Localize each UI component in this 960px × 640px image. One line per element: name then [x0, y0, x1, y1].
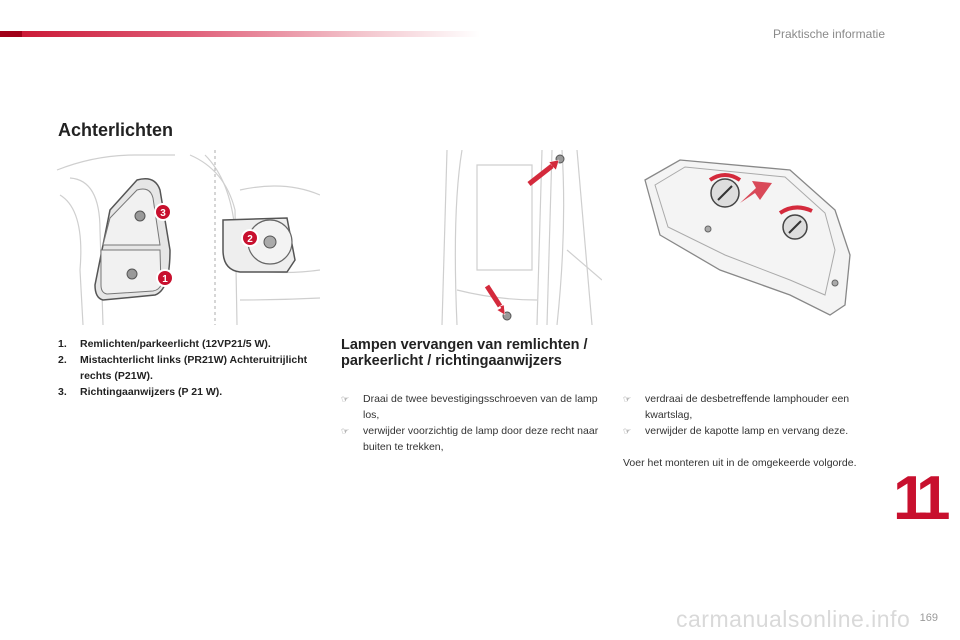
- page-number: 169: [919, 612, 938, 624]
- finger-pointer-icon: ☞: [341, 394, 350, 404]
- list-item: ☞ verwijder voorzichtig de lamp door deze recht naar buiten te trekken,: [341, 425, 599, 453]
- header-accent: [0, 31, 22, 37]
- section-subheading: Lampen vervangen van remlichten / parkeerlicht / richtingaanwijzers: [341, 337, 588, 369]
- callout-3: 3: [160, 208, 166, 219]
- callout-1: 1: [162, 274, 168, 285]
- steps-left: [341, 391, 601, 455]
- screw-location-illustration: [437, 150, 602, 325]
- list-item: 3. Richtingaanwijzers (P 21 W).: [58, 386, 223, 398]
- header-color-bar: [0, 31, 480, 37]
- reassembly-note: Voer het monteren uit in de omgekeerde volgorde.: [623, 457, 857, 469]
- lamp-holder-illustration: [640, 155, 860, 320]
- list-item: 2. Mistachterlicht links (PR21W) Achteruitrijlicht rechts (P21W).: [58, 354, 308, 382]
- steps-right: [623, 391, 873, 439]
- page-heading: Achterlichten: [58, 120, 174, 140]
- list-item: ☞ verwijder de kapotte lamp en vervang deze.: [623, 425, 849, 437]
- finger-pointer-icon: ☞: [623, 394, 632, 404]
- chapter-number: 11: [893, 464, 943, 533]
- finger-pointer-icon: ☞: [341, 426, 350, 436]
- list-item: 1. Remlichten/parkeerlicht (12VP21/5 W).: [58, 338, 271, 350]
- bulb-list: [58, 336, 328, 400]
- list-item: ☞ verdraai de desbetreffende lamphouder een kwartslag,: [623, 393, 850, 421]
- watermark: carmanualsonline.info: [676, 606, 911, 632]
- list-item: ☞ Draai de twee bevestigingsschroeven van de lamp los,: [341, 393, 598, 421]
- finger-pointer-icon: ☞: [623, 426, 632, 436]
- section-title: Praktische informatie: [772, 27, 885, 41]
- callout-2: 2: [247, 234, 253, 245]
- tail-lamp-illustration: [55, 150, 320, 325]
